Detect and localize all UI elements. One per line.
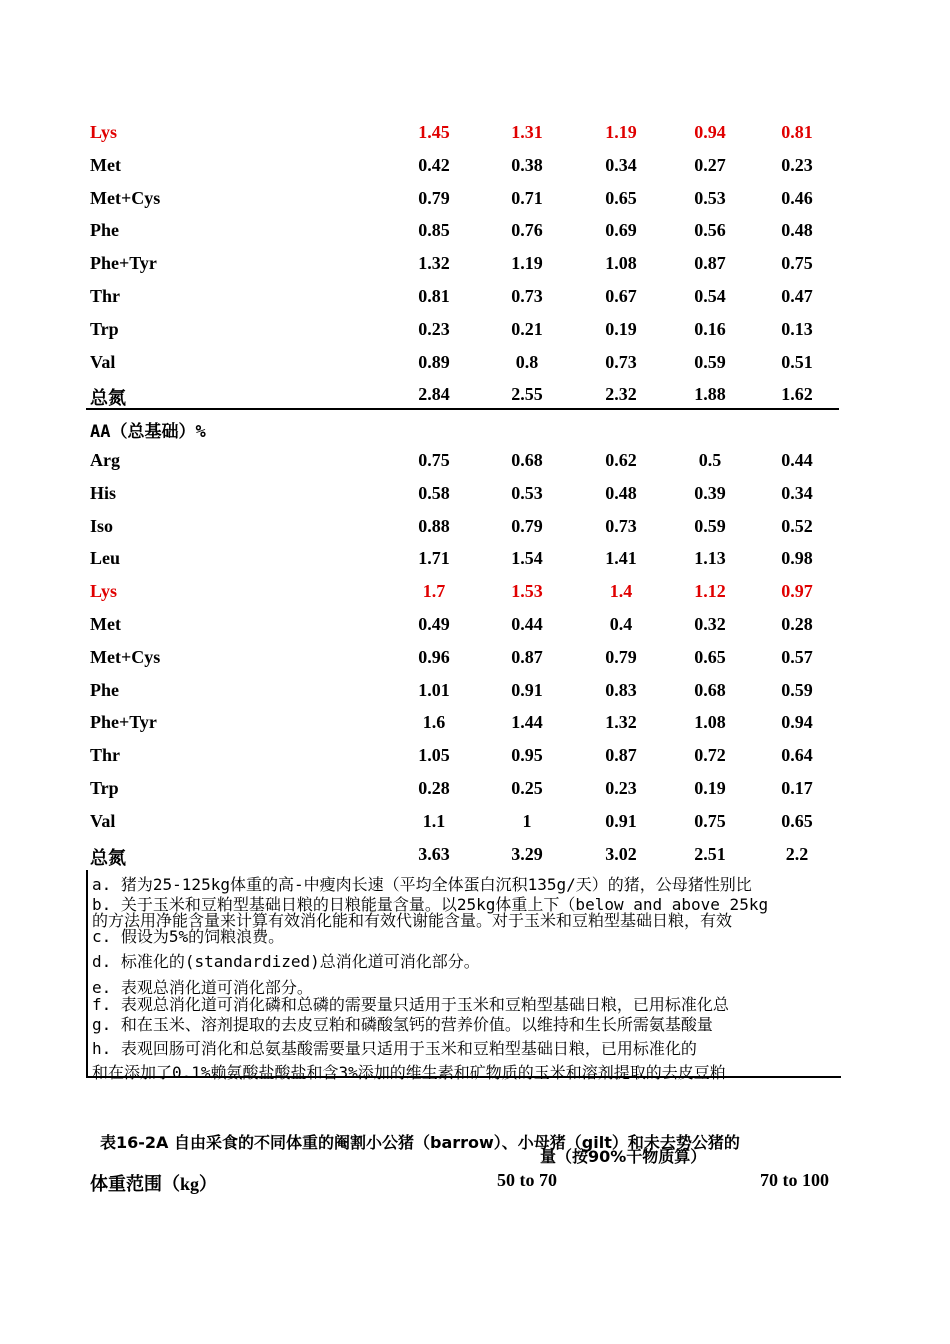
aa-value: 0.34 bbox=[605, 154, 637, 175]
aa-value: 0.95 bbox=[511, 745, 543, 766]
aa-value: 1.71 bbox=[418, 548, 450, 569]
aa-value: 0.62 bbox=[605, 450, 637, 470]
aa-value: 0.91 bbox=[605, 810, 637, 831]
aa-value: 1.44 bbox=[511, 712, 543, 733]
aa-name: Iso bbox=[90, 515, 114, 536]
aa-row bbox=[90, 576, 840, 609]
aa-name: Leu bbox=[90, 548, 121, 569]
aa-value: 0.38 bbox=[511, 154, 543, 175]
footnote-e: e. 表观总消化道可消化部分。 bbox=[92, 978, 313, 997]
aa-row bbox=[90, 478, 840, 511]
weight-range-70-100: 70 to 100 bbox=[760, 1170, 829, 1190]
aa-value: 0.88 bbox=[418, 515, 450, 536]
aa-row bbox=[90, 183, 840, 216]
aa-value: 0.65 bbox=[781, 810, 813, 831]
aa-value: 0.94 bbox=[781, 712, 813, 733]
footnote-a: a. 猪为25-125kg体重的高-中瘦肉长速（平均全体蛋白沉积135g/天）的猪，公母猪性别比 bbox=[92, 875, 752, 894]
aa-value: 0.76 bbox=[511, 220, 543, 241]
aa-value: 0.64 bbox=[781, 745, 813, 766]
aa-value: 0.72 bbox=[694, 745, 726, 766]
weight-range-50-70: 50 to 70 bbox=[497, 1170, 557, 1190]
aa-value: 1.32 bbox=[605, 712, 637, 733]
aa-value: 0.91 bbox=[511, 679, 543, 700]
aa-value: 0.48 bbox=[605, 482, 637, 503]
aa-value: 3.29 bbox=[511, 843, 543, 864]
aa-value: 2.55 bbox=[511, 384, 543, 405]
aa-value: 0.98 bbox=[781, 548, 813, 569]
aa-row bbox=[90, 773, 840, 806]
aa-row bbox=[90, 806, 840, 839]
aa-value: 2.51 bbox=[694, 843, 726, 864]
aa-row bbox=[90, 215, 840, 248]
aa-name: Met bbox=[90, 614, 121, 634]
aa-row bbox=[90, 740, 840, 773]
aa-value: 0.16 bbox=[694, 318, 726, 339]
aa-value: 0.19 bbox=[694, 778, 726, 798]
aa-value: 0.75 bbox=[781, 253, 813, 274]
aa-value: 1.54 bbox=[511, 548, 543, 569]
aa-value: 1.53 bbox=[511, 581, 543, 602]
aa-value: 2.84 bbox=[418, 384, 450, 405]
footnote-c: c. 假设为5%的饲粮浪费。 bbox=[92, 927, 285, 946]
aa-value: 0.68 bbox=[694, 679, 726, 700]
aa-value: 0.23 bbox=[605, 778, 637, 798]
aa-name: Trp bbox=[90, 778, 119, 798]
aa-name: Thr bbox=[90, 745, 121, 766]
aa-value: 0.47 bbox=[781, 286, 813, 306]
aa-value: 0.8 bbox=[515, 351, 539, 372]
caption-line-1: 表16-2A 自由采食的不同体重的阉割小公猪（barrow）、小母猪（gilt）和未去势公猪的 bbox=[100, 1133, 740, 1152]
aa-value: 0.5 bbox=[698, 450, 722, 470]
aa-value: 0.65 bbox=[694, 646, 726, 667]
aa-value: 0.27 bbox=[694, 154, 726, 175]
footnote-g: g. 和在玉米、溶剂提取的去皮豆粕和磷酸氢钙的营养价值。以维持和生长所需氨基酸量 bbox=[92, 1015, 713, 1034]
aa-row bbox=[90, 281, 840, 314]
aa-row bbox=[90, 347, 840, 380]
aa-row bbox=[90, 511, 840, 544]
aa-value: 1.05 bbox=[418, 745, 450, 766]
aa-row bbox=[90, 248, 840, 281]
aa-value: 0.73 bbox=[605, 351, 637, 372]
total-aa-header: AA（总基础）% bbox=[90, 422, 206, 442]
aa-value: 1.6 bbox=[422, 712, 446, 733]
aa-value: 1.08 bbox=[694, 712, 726, 733]
aa-row bbox=[90, 117, 840, 150]
footnote-i: 和在添加了0.1%赖氨酸盐酸盐和含3%添加的维生素和矿物质的玉米和溶剂提取的去皮豆粕 bbox=[92, 1063, 726, 1082]
aa-value: 0.44 bbox=[511, 614, 543, 634]
aa-value: 1.01 bbox=[418, 679, 450, 700]
aa-value: 0.51 bbox=[781, 351, 813, 372]
aa-value: 0.52 bbox=[781, 515, 813, 536]
aa-row bbox=[90, 839, 840, 872]
aa-name: Thr bbox=[90, 286, 121, 306]
aa-row bbox=[90, 675, 840, 708]
aa-row bbox=[90, 707, 840, 740]
aa-row bbox=[90, 642, 840, 675]
aa-value: 0.65 bbox=[605, 187, 637, 208]
aa-value: 0.75 bbox=[694, 810, 726, 831]
aa-value: 0.44 bbox=[781, 450, 813, 470]
caption-line-2: 量（按90%干物质算） bbox=[540, 1147, 707, 1166]
aa-name: Lys bbox=[90, 581, 118, 602]
aa-value: 0.17 bbox=[781, 778, 813, 798]
aa-value: 0.34 bbox=[781, 482, 813, 503]
aa-value: 0.49 bbox=[418, 614, 450, 634]
aa-value: 0.73 bbox=[605, 515, 637, 536]
aa-name: Phe bbox=[90, 679, 119, 700]
aa-row bbox=[90, 150, 840, 183]
weight-range-label: 体重范围（kg） bbox=[90, 1174, 218, 1194]
aa-name: 总氮 bbox=[90, 847, 126, 868]
aa-value: 0.46 bbox=[781, 187, 813, 208]
aa-value: 0.13 bbox=[781, 318, 813, 339]
footnotes-box bbox=[86, 870, 841, 1082]
aa-value: 0.56 bbox=[694, 220, 726, 241]
aa-name: Met bbox=[90, 154, 121, 175]
aa-value: 0.81 bbox=[418, 286, 450, 306]
aa-value: 0.85 bbox=[418, 220, 450, 241]
aa-value: 1.12 bbox=[694, 581, 726, 602]
aa-value: 0.94 bbox=[694, 122, 726, 142]
footnote-d: d. 标准化的(standardized)总消化道可消化部分。 bbox=[92, 952, 480, 971]
aa-value: 1.45 bbox=[418, 122, 450, 142]
aa-value: 0.71 bbox=[511, 187, 543, 208]
aa-value: 0.32 bbox=[694, 614, 726, 634]
aa-value: 0.54 bbox=[694, 286, 726, 306]
aa-value: 1.4 bbox=[609, 581, 633, 602]
aa-name: Met+Cys bbox=[90, 646, 161, 667]
aa-name: Lys bbox=[90, 122, 118, 142]
aa-value: 0.79 bbox=[605, 646, 637, 667]
aa-value: 1.62 bbox=[781, 384, 813, 405]
aa-value: 1.7 bbox=[422, 581, 446, 602]
aa-value: 0.96 bbox=[418, 646, 450, 667]
aa-value: 0.89 bbox=[418, 351, 450, 372]
aa-name: Phe bbox=[90, 220, 119, 241]
aa-value: 1.19 bbox=[605, 122, 637, 142]
aa-row bbox=[90, 543, 840, 576]
aa-value: 0.79 bbox=[418, 187, 450, 208]
aa-value: 3.63 bbox=[418, 843, 450, 864]
aa-value: 0.68 bbox=[511, 450, 543, 470]
footnote-h: h. 表观回肠可消化和总氨基酸需要量只适用于玉米和豆粕型基础日粮，已用标准化的 bbox=[92, 1039, 697, 1058]
aa-value: 0.87 bbox=[694, 253, 726, 274]
aa-value: 1.19 bbox=[511, 253, 543, 274]
aa-value: 1.88 bbox=[694, 384, 726, 405]
aa-value: 0.73 bbox=[511, 286, 543, 306]
aa-row bbox=[90, 609, 840, 642]
aa-value: 0.19 bbox=[605, 318, 637, 339]
aa-value: 0.4 bbox=[609, 614, 633, 634]
aa-value: 0.59 bbox=[694, 515, 726, 536]
aa-value: 0.21 bbox=[511, 318, 543, 339]
aa-value: 0.58 bbox=[418, 482, 450, 503]
aa-value: 0.59 bbox=[781, 679, 813, 700]
footnote-b-cont: 的方法用净能含量来计算有效消化能和有效代谢能含量。对于玉米和豆粕型基础日粮，有效 bbox=[92, 911, 733, 930]
aa-value: 0.23 bbox=[418, 318, 450, 339]
aa-value: 0.75 bbox=[418, 450, 450, 470]
aa-value: 0.25 bbox=[511, 778, 543, 798]
aa-value: 0.28 bbox=[781, 614, 813, 634]
aa-name: Arg bbox=[90, 450, 120, 470]
footnote-f: f. 表观总消化道可消化磷和总磷的需要量只适用于玉米和豆粕型基础日粮，已用标准化总 bbox=[92, 995, 729, 1014]
aa-name: Phe+Tyr bbox=[90, 253, 157, 274]
aa-value: 0.83 bbox=[605, 679, 637, 700]
aa-value: 0.97 bbox=[781, 581, 813, 602]
aa-value: 1.41 bbox=[605, 548, 637, 569]
aa-name: Trp bbox=[90, 318, 119, 339]
aa-row bbox=[90, 445, 840, 478]
aa-value: 1.31 bbox=[511, 122, 543, 142]
aa-value: 0.57 bbox=[781, 646, 813, 667]
aa-name: 总氮 bbox=[90, 388, 126, 409]
section-divider bbox=[86, 408, 839, 410]
table-caption bbox=[100, 1130, 840, 1166]
aa-value: 0.81 bbox=[781, 122, 813, 142]
aa-value: 1.13 bbox=[694, 548, 726, 569]
aa-name: His bbox=[90, 482, 117, 503]
aa-value: 0.53 bbox=[694, 187, 726, 208]
aa-value: 3.02 bbox=[605, 843, 637, 864]
footnote-b: b. 关于玉米和豆粕型基础日粮的日粮能量含量。以25kg体重上下（below and above 25kg bbox=[92, 895, 769, 914]
aa-value: 0.67 bbox=[605, 286, 637, 306]
aa-value: 0.79 bbox=[511, 515, 543, 536]
aa-value: 0.59 bbox=[694, 351, 726, 372]
aa-value: 0.23 bbox=[781, 154, 813, 175]
aa-value: 0.87 bbox=[605, 745, 637, 766]
aa-value: 0.42 bbox=[418, 154, 450, 175]
aa-name: Met+Cys bbox=[90, 187, 161, 208]
aa-value: 1.08 bbox=[605, 253, 637, 274]
aa-value: 2.2 bbox=[785, 843, 809, 864]
aa-value: 0.87 bbox=[511, 646, 543, 667]
aa-value: 0.69 bbox=[605, 220, 637, 241]
aa-row bbox=[90, 314, 840, 347]
aa-name: Val bbox=[90, 810, 116, 831]
aa-value: 0.53 bbox=[511, 482, 543, 503]
aa-value: 0.39 bbox=[694, 482, 726, 503]
aa-name: Val bbox=[90, 351, 116, 372]
aa-value: 1 bbox=[522, 810, 532, 831]
aa-value: 1.32 bbox=[418, 253, 450, 274]
aa-name: Phe+Tyr bbox=[90, 712, 157, 733]
aa-value: 1.1 bbox=[422, 810, 446, 831]
aa-value: 0.28 bbox=[418, 778, 450, 798]
aa-value: 2.32 bbox=[605, 384, 637, 405]
aa-value: 0.48 bbox=[781, 220, 813, 241]
